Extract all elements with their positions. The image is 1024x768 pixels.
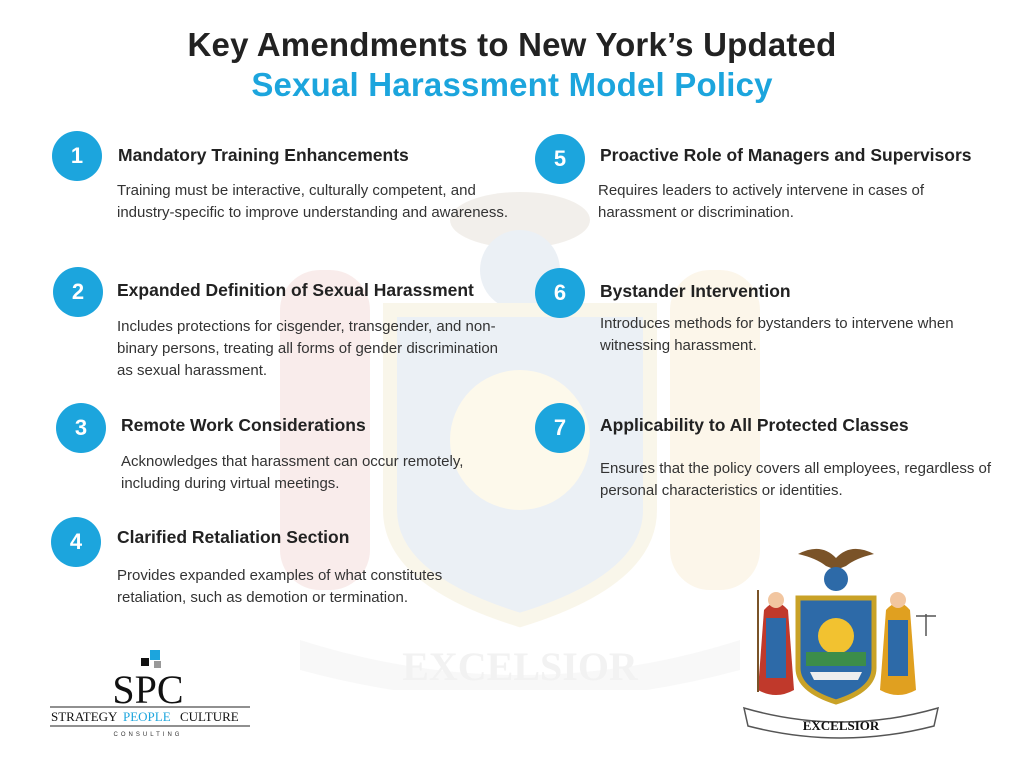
globe-icon <box>824 567 848 591</box>
item-description-6: Introduces methods for bystanders to intervene when witnessing harassment. <box>600 315 954 354</box>
item-description-5: Requires leaders to actively intervene in cases of harassment or discrimination. <box>598 182 925 221</box>
page-title-line1: Key Amendments to New York’s Updated <box>187 26 837 63</box>
number-badge-1: 1 <box>52 131 102 181</box>
item-description-1: Training must be interactive, culturally competent, and industry-specific to improve understanding and awareness. <box>117 182 509 221</box>
number-badge-5: 5 <box>535 134 585 184</box>
item-heading-5: Proactive Role of Managers and Supervisors <box>600 145 972 165</box>
number-badge-7: 7 <box>535 403 585 453</box>
number-badge-6: 6 <box>535 268 585 318</box>
item-heading-6: Bystander Intervention <box>600 281 791 301</box>
item-description-4: Provides expanded examples of what constitutes retaliation, such as demotion or termination. <box>117 567 443 606</box>
logo-word-strategy: STRATEGY <box>51 709 118 724</box>
logo-word-culture: CULTURE <box>180 709 239 724</box>
item-description-3: Acknowledges that harassment can occur remotely, including during virtual meetings. <box>121 453 464 492</box>
item-description-7: Ensures that the policy covers all employees, regardless of personal characteristics or identities. <box>600 460 992 499</box>
seal-motto: EXCELSIOR <box>802 718 880 733</box>
item-heading-2: Expanded Definition of Sexual Harassment <box>117 280 474 300</box>
sun-icon <box>818 618 854 654</box>
item-heading-4: Clarified Retaliation Section <box>117 527 350 547</box>
logo-square-black <box>141 658 149 666</box>
logo-sub: CONSULTING <box>113 732 183 738</box>
item-heading-3: Remote Work Considerations <box>121 415 366 435</box>
number-badge-2: 2 <box>53 267 103 317</box>
watermark-motto: EXCELSIOR <box>402 644 638 689</box>
number-badge-4: 4 <box>51 517 101 567</box>
number-badge-3: 3 <box>56 403 106 453</box>
logo-word-people: PEOPLE <box>123 709 171 724</box>
item-heading-7: Applicability to All Protected Classes <box>600 415 909 435</box>
logo-monogram: SPC <box>112 667 184 712</box>
logo-square-blue <box>150 650 160 660</box>
item-description-2: Includes protections for cisgender, transgender, and non-binary persons, treating all forms of gender discrimination as sexual harassment. <box>117 318 499 379</box>
ny-state-seal <box>736 540 946 740</box>
item-heading-1: Mandatory Training Enhancements <box>118 145 409 165</box>
eagle-icon <box>798 549 874 570</box>
spc-consulting-logo <box>48 648 252 740</box>
page-title-line2: Sexual Harassment Model Policy <box>251 66 773 103</box>
